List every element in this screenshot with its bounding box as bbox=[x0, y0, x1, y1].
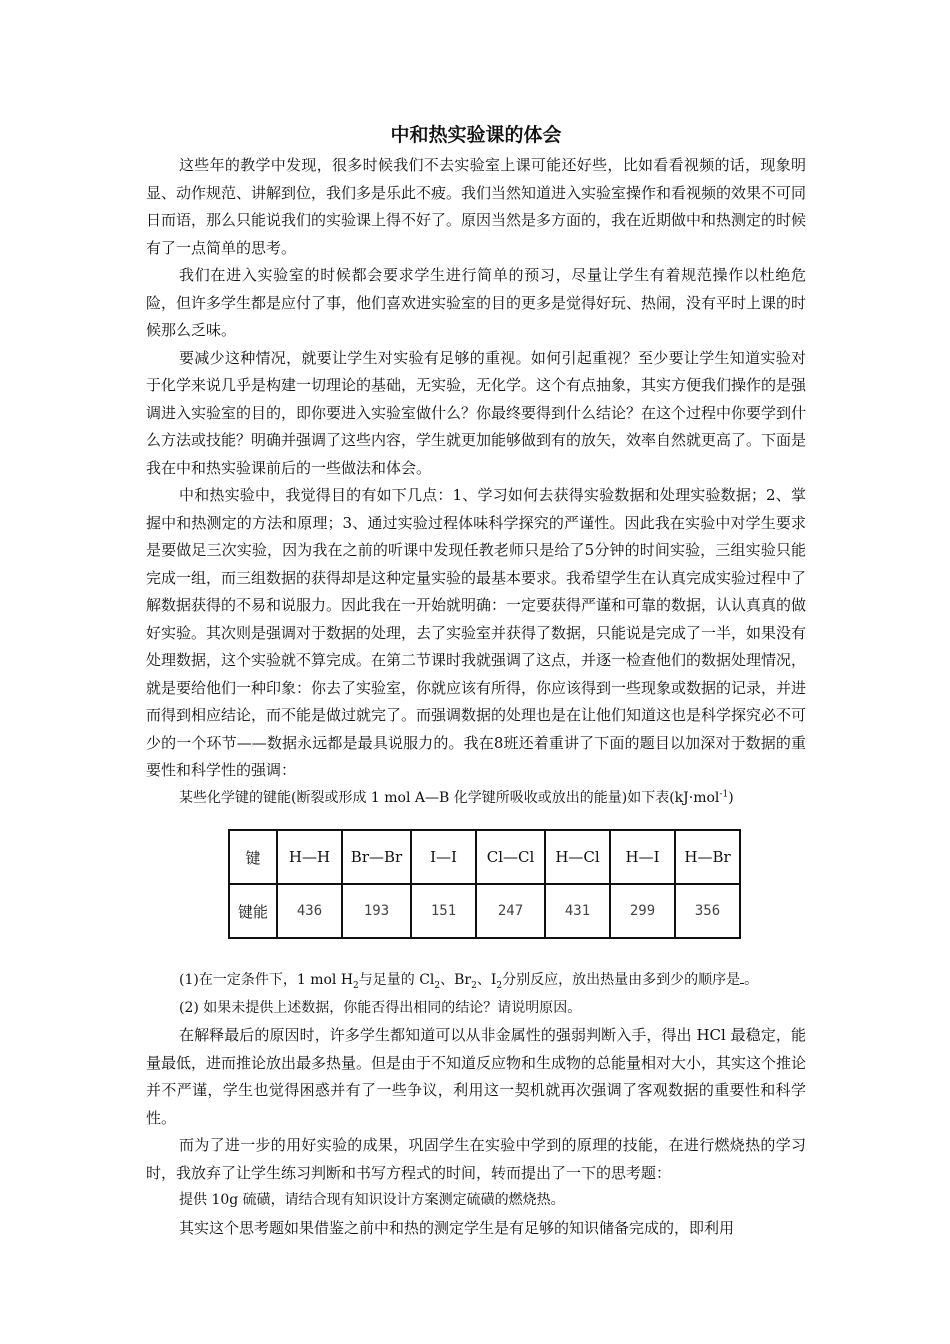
energy-cell: 356 bbox=[675, 884, 740, 938]
bond-cell: H—I bbox=[610, 830, 675, 884]
paragraph-8: 其实这个思考题如果借鉴之前中和热的测定学生是有足够的知识储备完成的，即利用 bbox=[179, 1218, 735, 1237]
energy-cell: 193 bbox=[342, 884, 411, 938]
bond-cell: H—H bbox=[277, 830, 342, 884]
paragraph-1: 这些年的教学中发现，很多时候我们不去实验室上课可能还好些，比如看看视频的话，现象明显、动作规范、讲解到位，我们多是乐此不疲。我们当然知道进入实验室操作和看视频的效果不可同日而语，那么只能说我们的实验课上得不好了。原因当然是多方面的，我在近期做中和热测定的时候有了一点简单的思考。 bbox=[146, 156, 807, 257]
thinking-question: 提供 10g 硫磺，请结合现有知识设计方案测定硫磺的燃烧热。 bbox=[179, 1192, 565, 1208]
paragraph-4: 中和热实验中，我觉得目的有如下几点：1、学习如何去获得实验数据和处理实验数据；2、掌握中和热测定的方法和原理；3、通过实验过程体味科学探究的严谨性。因此我在实验中对学生要求是要做足三次实验，因为我在之前的听课中发现任教老师只是给了5分钟的时间实验，三组实验只能完成一组，而三组数据的获得却是这种定量实验的最基本要求。我希望学生在认真完成实验过程中了解数据获得的不易和说服力。因此我在一开始就明确：一定要获得严谨和可靠的数据，认认真真的做好实验。其次则是强调对于数据的处理，去了实验室并获得了数据，只能说是完成了一半，如果没有处理数据，这个实验就不算完成。在第二节课时我就强调了这点，并逐一检查他们的数据处理情况，就是要给他们一种印象：你去了实验室，你就应该有所得，你应该得到一些现象或数据的记录，并进而得到相应结论，而不能是做过就完了。而强调数据的处理也是在让他们知道这也是科学探究必不可少的一个环节——数据永远都是最具说服力的。我在8班还着重讲了下面的题目以加深对于数据的重要性和科学性的强调： bbox=[146, 486, 807, 779]
energy-cell: 151 bbox=[411, 884, 476, 938]
bond-cell: H—Br bbox=[675, 830, 740, 884]
paragraph-2: 我们在进入实验室的时候都会要求学生进行简单的预习，尽量让学生有着规范操作以杜绝危险，但许多学生都是应付了事，他们喜欢进实验室的目的更多是觉得好玩、热闹，没有平时上课的时候那么乏味。 bbox=[146, 266, 807, 339]
question-1: (1)在一定条件下，1 mol $H_2$与足量的 $Cl_2$、$Br_2$、$I_2$分别反应，放出热量由多到少的顺序是 。 bbox=[179, 972, 759, 991]
question-2: (2) 如果未提供上述数据，你能否得出相同的结论？请说明原因。 bbox=[179, 999, 582, 1016]
energy-cell: 436 bbox=[277, 884, 342, 938]
energy-cell: 431 bbox=[545, 884, 610, 938]
paragraph-6: 而为了进一步的用好实验的成果，巩固学生在实验中学到的原理的技能，在进行燃烧热的学习时，我放弃了让学生练习判断和书写方程式的时间，转而提出了一下的思考题： bbox=[146, 1136, 806, 1182]
bond-cell: H—Cl bbox=[545, 830, 610, 884]
bond-energy-table bbox=[228, 829, 741, 939]
question-intro: 某些化学键的键能(断裂或形成 1 mol A—B 化学键所吸收或放出的能量)如下表(kJ·mol$^{-1}$) bbox=[179, 788, 734, 806]
table-header-cell: 键能 bbox=[229, 884, 277, 938]
table-header-cell: 键 bbox=[229, 830, 277, 884]
bond-cell: I—I bbox=[411, 830, 476, 884]
bond-cell: Cl—Cl bbox=[476, 830, 545, 884]
bond-energy-table-wrap bbox=[228, 829, 806, 939]
energy-cell: 299 bbox=[610, 884, 675, 938]
document-title: 中和热实验课的体会 bbox=[390, 124, 562, 146]
paragraph-5: 在解释最后的原因时，许多学生都知道可以从非金属性的强弱判断入手，得出 HCl 最稳定，能量最低，进而推论放出最多热量。但是由于不知道反应物和生成物的总能量相对大小，其实这个推论并不严谨，学生也觉得困惑并有了一些争议，利用这一契机就再次强调了客观数据的重要性和科学性。 bbox=[146, 1026, 807, 1127]
table-row bbox=[229, 830, 740, 884]
bond-cell: Br—Br bbox=[342, 830, 411, 884]
document-body bbox=[146, 118, 806, 1242]
energy-cell: 247 bbox=[476, 884, 545, 938]
paragraph-3: 要减少这种情况，就要让学生对实验有足够的重视。如何引起重视？至少要让学生知道实验对于化学来说几乎是构建一切理论的基础，无实验，无化学。这个有点抽象，其实方便我们操作的是强调进入实验室的目的，即你要进入实验室做什么？你最终要得到什么结论？在这个过程中你要学到什么方法或技能？明确并强调了这些内容，学生就更加能够做到有的放矢，效率自然就更高了。下面是我在中和热实验课前后的一些做法和体会。 bbox=[146, 348, 807, 477]
table-row bbox=[229, 884, 740, 938]
